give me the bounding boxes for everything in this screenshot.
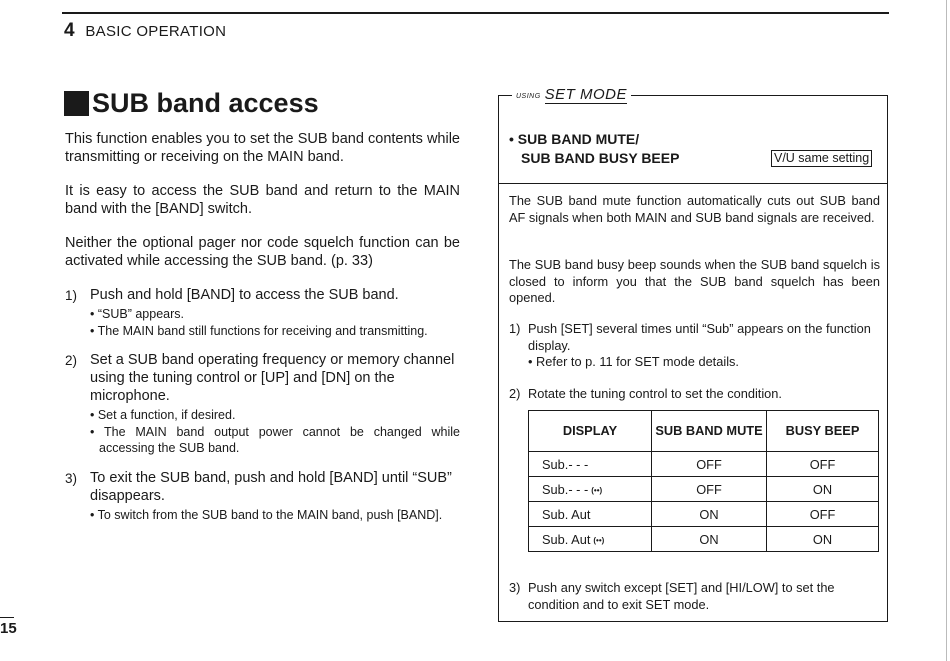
chapter-header [64, 20, 226, 42]
header-mute: SUB BAND MUTE [652, 411, 767, 452]
table-header-row [529, 411, 879, 452]
chapter-title: BASIC OPERATION [85, 23, 227, 40]
panel-step-1 [509, 321, 881, 371]
left-column [65, 130, 460, 535]
header-display: DISPLAY [529, 411, 652, 452]
table-row [529, 527, 879, 552]
bullet: • The MAIN band output power cannot be changed while accessing the SUB band. [90, 424, 460, 455]
mute-cell: OFF [652, 477, 767, 502]
display-cell: Sub.- - - (••) [529, 477, 652, 502]
step-number: 3) [65, 470, 78, 486]
step-number: 2) [509, 386, 521, 401]
page-number: 15 [0, 620, 17, 637]
panel-step-2 [509, 386, 881, 403]
intro-paragraph-2: It is easy to access the SUB band and return to the MAIN band with the [BAND] switch. [65, 183, 460, 217]
display-cell: Sub.- - - [529, 452, 652, 477]
intro-paragraph-1: This function enables you to set the SUB band contents while transmitting or receiving on the MAIN band. [65, 131, 460, 165]
step-2 [65, 351, 460, 457]
table-row [529, 502, 879, 527]
panel-label [512, 86, 631, 103]
step-bullets [90, 306, 460, 339]
settings-table [528, 410, 879, 552]
bullet: • “SUB” appears. [90, 307, 184, 321]
bullet: • To switch from the SUB band to the MAIN band, push [BAND]. [90, 507, 443, 522]
beep-cell: ON [767, 527, 879, 552]
beep-icon: (••) [591, 485, 603, 495]
title-square-icon [64, 91, 89, 116]
step-text: Set a SUB band operating frequency or memory channel using the tuning control or [UP] and [DN] on the microphone. [90, 352, 455, 404]
mute-cell: ON [652, 502, 767, 527]
description-mute: The SUB band mute function automatically cuts out SUB band AF signals when both MAIN and SUB band signals are received. [509, 193, 880, 225]
table-row [529, 477, 879, 502]
step-number: 1) [509, 321, 521, 336]
panel-label-prefix: USING [516, 93, 541, 100]
page-title [64, 88, 319, 119]
page-edge [946, 0, 947, 661]
step-number: 1) [65, 288, 78, 303]
table-row [529, 452, 879, 477]
beep-cell: OFF [767, 452, 879, 477]
panel-label-text: SET MODE [544, 86, 628, 103]
mute-cell: ON [652, 527, 767, 552]
page-title-text: SUB band access [92, 88, 319, 118]
setting-badge: V/U same setting [771, 150, 872, 167]
page-number-rule [0, 617, 14, 618]
step-bullets [90, 407, 460, 457]
step-bullet: • Refer to p. 11 for SET mode details. [528, 354, 739, 369]
beep-cell: ON [767, 477, 879, 502]
step-text: Push [SET] several times until “Sub” appears on the function display. [528, 321, 871, 353]
step-3 [65, 469, 460, 524]
bullet: • Set a function, if desired. [90, 408, 236, 422]
step-number: 3) [509, 580, 521, 595]
bullet: • The MAIN band still functions for receiving and transmitting. [90, 323, 428, 338]
display-cell: Sub. Aut (••) [529, 527, 652, 552]
beep-icon: (••) [593, 535, 605, 545]
function-title [509, 130, 679, 168]
step-text: To exit the SUB band, push and hold [BAND] until “SUB” disappears. [90, 469, 452, 504]
intro-paragraph-3: Neither the optional pager nor code squelch function can be activated while accessing the SUB band. (p. 33) [65, 235, 460, 269]
header-rule [62, 12, 889, 14]
display-cell: Sub. Aut [529, 502, 652, 527]
mute-cell: OFF [652, 452, 767, 477]
step-number: 2) [65, 353, 78, 368]
description-beep: The SUB band busy beep sounds when the SUB band squelch is closed to inform you that the SUB band squelch has been opened. [509, 257, 880, 305]
beep-cell: OFF [767, 502, 879, 527]
function-title-line-2: SUB BAND BUSY BEEP [521, 150, 680, 166]
function-title-line-1: • SUB BAND MUTE/ [509, 131, 640, 147]
step-text: Push and hold [BAND] to access the SUB band. [90, 287, 399, 303]
chapter-number: 4 [64, 20, 75, 41]
panel-divider [499, 183, 887, 184]
step-text: Push any switch except [SET] and [HI/LOW] to set the condition and to exit SET mode. [528, 580, 835, 612]
step-bullets [90, 507, 460, 524]
header-beep: BUSY BEEP [767, 411, 879, 452]
panel-step-3 [509, 580, 881, 613]
step-1 [65, 286, 460, 339]
step-text: Rotate the tuning control to set the condition. [528, 386, 782, 401]
